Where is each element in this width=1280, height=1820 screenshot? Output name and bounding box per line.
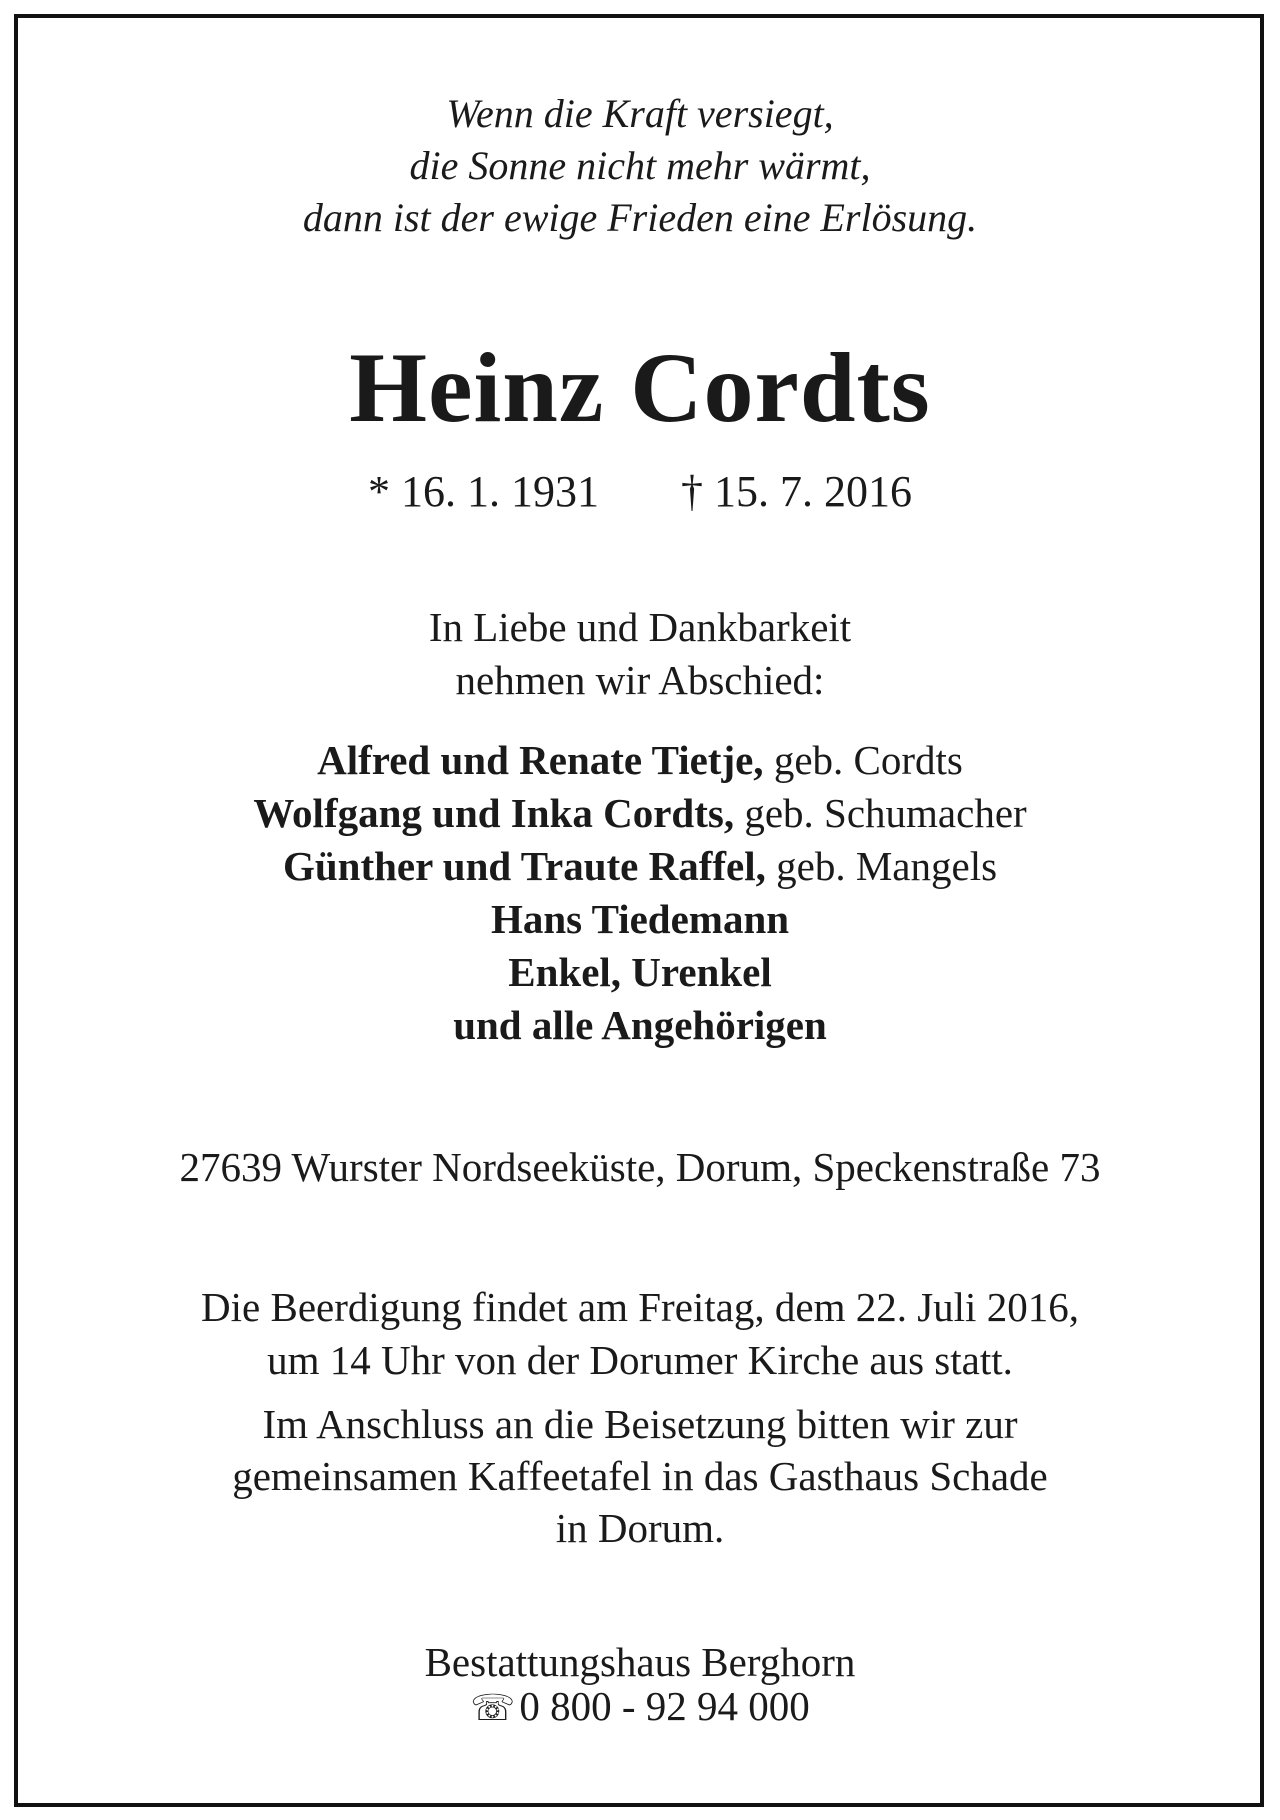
undertaker-phone: [0, 1684, 1280, 1730]
telephone-icon: ☏: [470, 1688, 516, 1728]
funeral-line: Die Beerdigung findet am Freitag, dem 22. Juli 2016,: [201, 1284, 1079, 1330]
birth-date: * 16. 1. 1931: [368, 467, 599, 516]
mourner-note: geb. Schumacher: [744, 790, 1027, 836]
poem: [0, 88, 1280, 244]
mourner-entry: Enkel, Urenkel: [508, 949, 772, 995]
mourner-entry: Hans Tiedemann: [490, 896, 790, 942]
mourner-entry: [0, 840, 1280, 893]
poem-line: die Sonne nicht mehr wärmt,: [409, 143, 871, 188]
mourner-name: Günther und Traute Raffel,: [282, 843, 766, 889]
poem-line: dann ist der ewige Frieden eine Erlösung.: [302, 195, 978, 240]
funeral-line: um 14 Uhr von der Dorumer Kirche aus statt.: [267, 1337, 1013, 1383]
mourner-name: Wolfgang und Inka Cordts,: [253, 790, 735, 836]
undertaker: [0, 1640, 1280, 1730]
poem-line: Wenn die Kraft versiegt,: [446, 91, 834, 136]
mourner-entry: und alle Angehörigen: [453, 1002, 827, 1048]
reception-line: Im Anschluss an die Beisetzung bitten wir zur: [262, 1401, 1018, 1447]
funeral-info: [0, 1281, 1280, 1387]
life-dates: [0, 465, 1280, 519]
mourner-entry: [0, 787, 1280, 840]
mourner-name: Alfred und Renate Tietje,: [317, 737, 764, 783]
mourner-entry: [0, 734, 1280, 787]
deceased-name: Heinz Cordts: [349, 332, 931, 443]
mourners-list: [0, 734, 1280, 1052]
reception-line: gemeinsamen Kaffeetafel in das Gasthaus Schade: [232, 1453, 1048, 1499]
farewell-intro: [0, 601, 1280, 707]
intro-line: nehmen wir Abschied:: [455, 657, 825, 703]
mourner-note: geb. Mangels: [776, 843, 998, 889]
intro-line: In Liebe und Dankbarkeit: [428, 604, 852, 650]
family-address: 27639 Wurster Nordseeküste, Dorum, Speckenstraße 73: [179, 1144, 1101, 1190]
death-date: † 15. 7. 2016: [681, 467, 912, 516]
reception-line: in Dorum.: [555, 1505, 725, 1551]
phone-number: 0 800 - 92 94 000: [519, 1683, 810, 1729]
reception-info: [0, 1398, 1280, 1554]
undertaker-name: Bestattungshaus Berghorn: [424, 1639, 856, 1685]
mourner-note: geb. Cordts: [773, 737, 963, 783]
